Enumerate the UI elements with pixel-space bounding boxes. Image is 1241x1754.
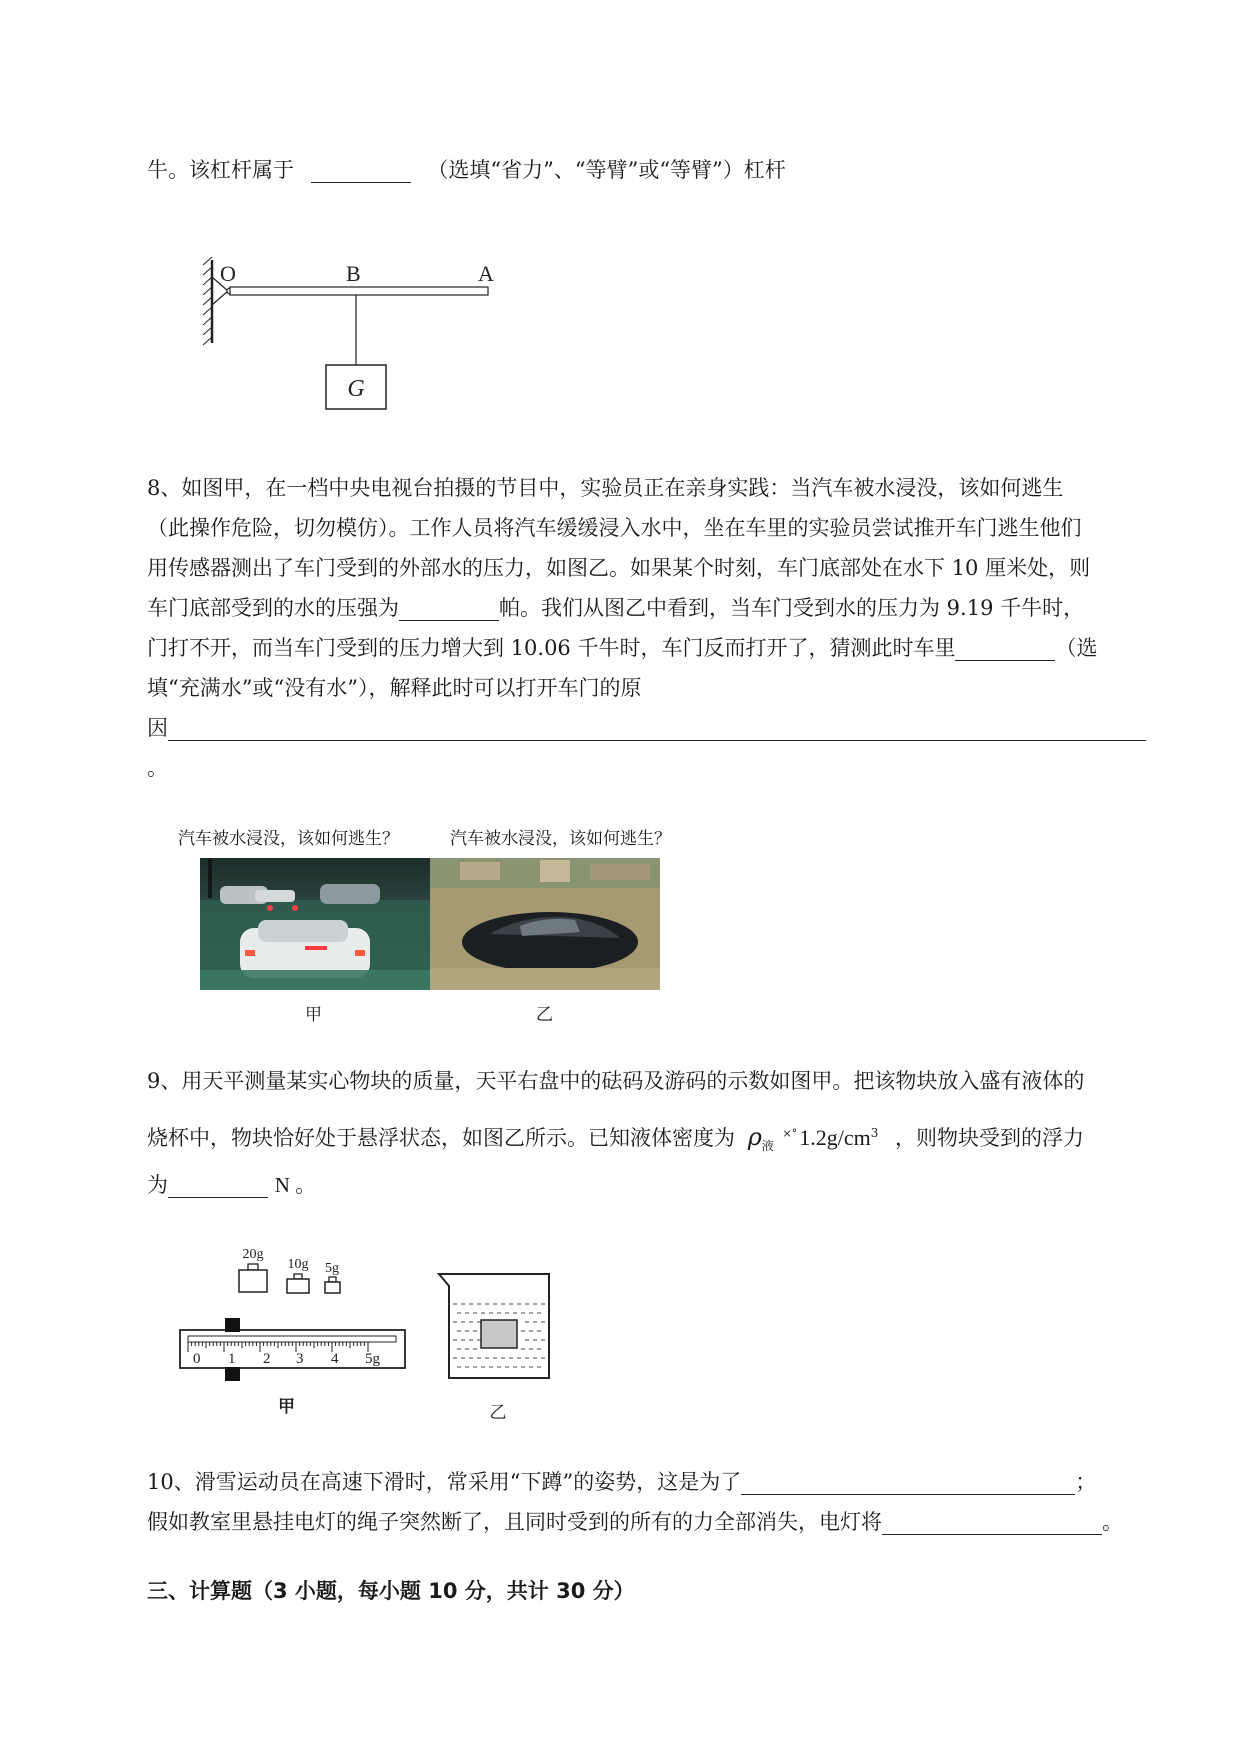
point-label-o: O [220,261,236,286]
q7-text-after: （选填“省力”、“等臂”或“等臂”）杠杆 [427,158,786,182]
q7-text-before: 牛。该杠杆属于 [147,158,294,182]
flooded-car-photo-day [430,858,660,990]
scale-label: 2 [263,1351,271,1367]
balance-diagram [175,1240,415,1420]
q10-line-text: 10、滑雪运动员在高速下滑时，常采用“下蹲”的姿势，这是为了 [147,1470,742,1494]
rider-top-icon [225,1318,240,1332]
point-label-a: A [478,261,494,286]
density-value: 1.2g/cm [799,1125,871,1150]
weight-10g-icon [287,1274,309,1293]
q8-line-text: 车门底部受到的水的压强为 [147,596,399,620]
q9-line: 9、用天平测量某实心物块的质量，天平右盘中的砝码及游码的示数如图甲。把该物块放入盛有液体的 [147,1069,1085,1093]
beaker-diagram [435,1270,575,1430]
q7-answer-blank[interactable] [311,158,411,183]
q9-buoyancy-blank[interactable] [168,1173,268,1198]
q9-line-text: ，则物块受到的浮力 [895,1126,1085,1150]
question-10 [147,1462,1147,1542]
photo-left-label: 甲 [305,1005,322,1025]
q8-line: 用传感器测出了车门受到的外部水的压力，如图乙。如果某个时刻，车门底部处在水下 10 厘米处，则 [147,556,1091,580]
weight-5g-icon [325,1277,340,1293]
photo-left-caption: 汽车被水浸没，该如何逃生？ [178,829,399,849]
q9-line-text: 烧杯中，物块恰好处于悬浮状态，如图乙所示。已知液体密度为 [147,1126,735,1150]
beaker-figure-label: 乙 [489,1403,507,1423]
point-label-b: B [346,261,361,286]
question-9 [147,1061,1147,1217]
question-8 [147,468,1147,788]
q10-line-text: 假如教室里悬挂电灯的绳子突然断了，且同时受到的所有的力全部消失，电灯将 [147,1510,882,1534]
q8-line-text: （选 [1055,636,1098,660]
scale-tick-strip [188,1336,396,1342]
lever-diagram [200,255,520,415]
scale-label: 5g [365,1351,380,1367]
q8-line: 8、如图甲，在一档中央电视台拍摄的节目中，实验员正在亲身实践：当汽车被水浸没，该如何逃生 [147,476,1064,500]
weight-label-g: G [347,376,365,402]
weight-20g-label: 20g [242,1247,264,1262]
scale-label: 1 [228,1351,236,1367]
q10-lamp-blank[interactable] [882,1510,1102,1535]
q8-pressure-blank[interactable] [399,596,499,621]
q7-tail [147,150,1147,190]
q10-purpose-blank[interactable] [741,1470,1075,1495]
balance-figure-label: 甲 [278,1397,295,1417]
weight-5g-label: 5g [325,1261,339,1276]
q8-line: （此操作危险，切勿模仿）。工作人员将汽车缓缓浸入水中，坐在车里的实验员尝试推开车门逃生他们 [147,516,1082,540]
scale-label: 4 [331,1351,339,1367]
density-exponent: 3 [870,1126,879,1140]
lever-bar [230,287,488,295]
q8-line-text: 因 [147,716,168,740]
q10-line-end: 。 [1102,1510,1123,1534]
equals-glyph: ×° [782,1127,798,1140]
scale-label: 0 [193,1351,201,1367]
q8-line: 。 [147,756,168,780]
suspended-block [481,1320,517,1348]
q8-water-blank[interactable] [955,636,1055,661]
q9-unit-text: N 。 [274,1173,317,1197]
scale-label: 3 [296,1351,304,1367]
wall-icon [203,257,212,345]
weight-20g-icon [239,1264,267,1292]
q10-line-end: ； [1075,1470,1097,1494]
flooded-car-photo-night [200,858,430,990]
photo-right-caption: 汽车被水浸没，该如何逃生？ [450,829,671,849]
weight-10g-label: 10g [287,1257,309,1272]
q9-line-text: 为 [147,1173,168,1197]
q8-line-text: 门打不开，而当车门受到的压力增大到 10.06 千牛时，车门反而打开了，猜测此时车里 [147,636,956,660]
q8-line: 填“充满水”或“没有水”），解释此时可以打开车门的原 [147,676,642,700]
q8-line-text: 帕。我们从图乙中看到，当车门受到水的压力为 9.19 千牛时， [499,596,1085,620]
section-3-heading: 三、计算题（3 小题，每小题 10 分，共计 30 分） [147,1579,635,1603]
photo-right-label: 乙 [536,1005,553,1025]
q8-reason-blank[interactable] [168,716,1146,741]
rider-bottom-icon [225,1367,240,1381]
rho-subscript: 液 [761,1139,774,1154]
rho-symbol: ρ [747,1123,762,1151]
